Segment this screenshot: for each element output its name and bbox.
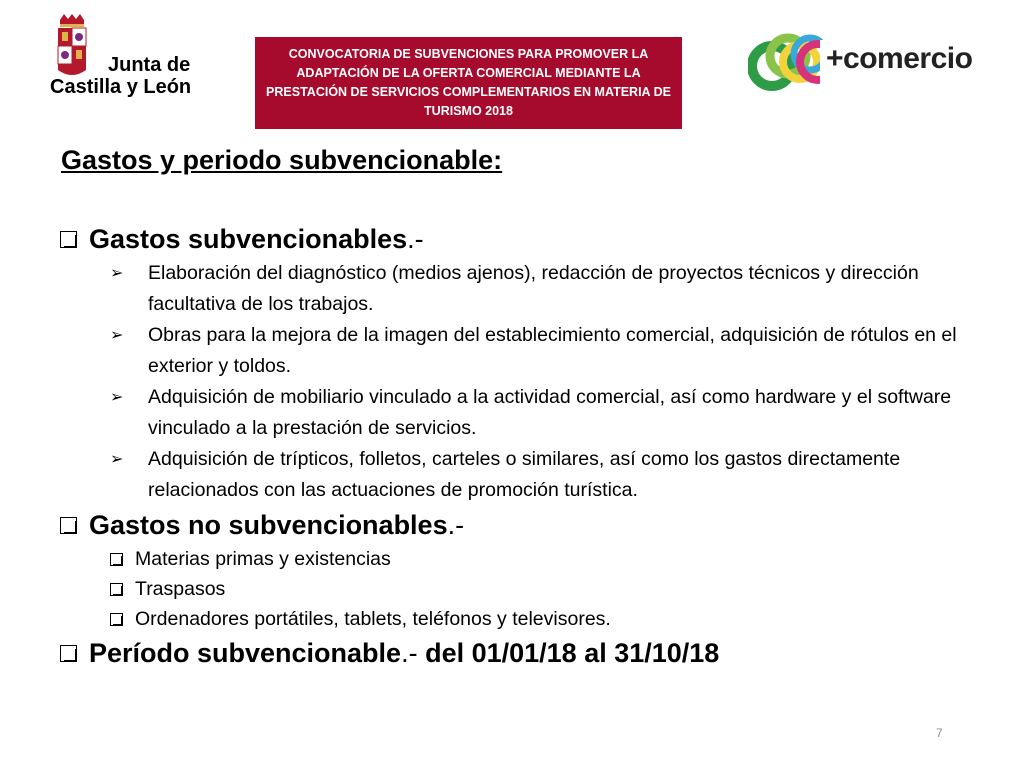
list-item [60,258,960,320]
section-heading: Gastos no subvencionables [89,510,448,540]
arrow-bullet-icon: ➢ [110,327,124,344]
comercio-logo-text: +comercio [826,42,973,75]
list-item-text: Ordenadores portátiles, tablets, teléfonos y televisores. [135,608,611,630]
section-gastos-no-subvencionables [60,506,960,544]
section-heading: Gastos subvencionables [89,224,408,254]
header-banner-text: CONVOCATORIA DE SUBVENCIONES PARA PROMOVER LA ADAPTACIÓN DE LA OFERTA COMERCIAL MEDIANTE LA PRESTACIÓN DE SERVICIOS COMPLEMENTARIOS EN MATERIA DE TURISMO 2018 [266,47,671,118]
checkbox-bullet-icon [60,517,77,534]
arrow-bullet-icon: ➢ [110,389,124,406]
arrow-bullet-icon: ➢ [110,265,124,282]
period-dates: del 01/01/18 al 31/10/18 [417,638,720,668]
section-suffix: .- [447,510,465,540]
section-suffix: .- [401,638,418,668]
junta-logo-line2: Castilla y León [50,76,192,98]
list-item [60,544,960,574]
section-heading: Período subvencionable [89,638,402,668]
list-item-text: Traspasos [135,578,226,600]
section-suffix: .- [407,224,424,254]
list-item [60,382,960,444]
arrow-bullet-icon: ➢ [110,451,124,468]
junta-logo-text [50,54,191,98]
junta-logo-line1: Junta de [108,54,191,76]
list-item-text: Adquisición de mobiliario vinculado a la actividad comercial, así como hardware y el software vinculado a la prestación de servicios. [148,386,952,439]
checkbox-bullet-icon [60,645,77,662]
checkbox-bullet-icon [110,583,123,596]
list-item [60,574,960,604]
list-item-text: Obras para la mejora de la imagen del establecimiento comercial, adquisición de rótulos en el exterior y toldos. [148,324,957,377]
list-item [60,604,960,634]
page-number: 7 [936,726,943,740]
list-item-text: Adquisición de trípticos, folletos, carteles o similares, así como los gastos directamente relacionados con las actuaciones de promoción turística. [148,448,901,501]
checkbox-bullet-icon [60,231,77,248]
section-periodo-subvencionable [60,634,960,672]
checkbox-bullet-icon [110,613,123,626]
checkbox-bullet-icon [110,553,123,566]
list-item [60,444,960,506]
list-item-text: Materias primas y existencias [135,548,391,570]
slide-content [60,220,960,672]
list-item [60,320,960,382]
list-item-text: Elaboración del diagnóstico (medios ajenos), redacción de proyectos técnicos y dirección facultativa de los trabajos. [148,262,919,315]
slide-title: Gastos y periodo subvencionable: [61,145,503,175]
header-banner [255,37,682,129]
section-gastos-subvencionables [60,220,960,258]
